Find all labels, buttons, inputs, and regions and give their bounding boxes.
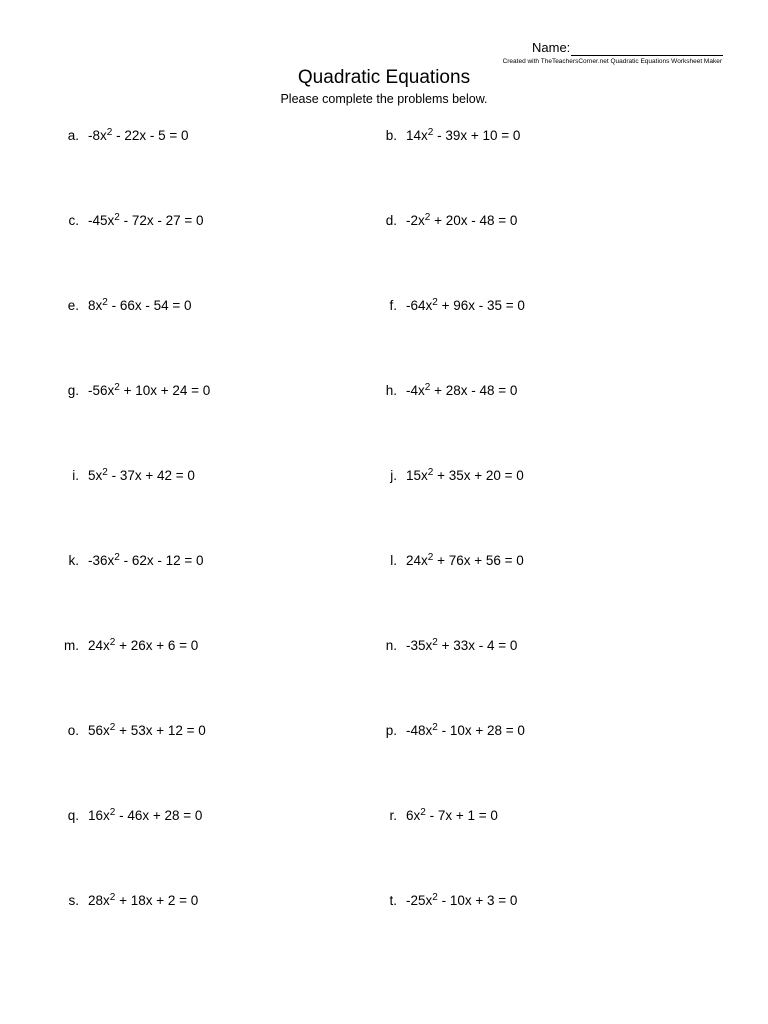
equation-leading-term: -2x	[406, 213, 425, 228]
equation-remainder: + 33x - 4 = 0	[437, 638, 518, 653]
problem-equation	[406, 893, 517, 908]
equation-exponent: 2	[427, 127, 434, 138]
problem-label: g.	[67, 383, 79, 398]
problem-equation	[406, 638, 517, 653]
name-blank-line	[571, 42, 723, 56]
equation-remainder: - 7x + 1 = 0	[425, 808, 498, 823]
problem-item	[67, 807, 203, 825]
equation-leading-term: 24x	[406, 553, 428, 568]
problem-label: n.	[385, 638, 397, 653]
equation-leading-term: -48x	[406, 723, 433, 738]
equation-exponent: 2	[109, 807, 116, 818]
problem-label: a.	[67, 128, 79, 143]
equation-exponent: 2	[114, 552, 120, 563]
equation-exponent: 2	[109, 892, 116, 903]
equation-exponent: 2	[424, 212, 431, 223]
problem-item	[385, 637, 518, 655]
equation-leading-term: -64x	[406, 298, 433, 313]
problem-item	[67, 127, 189, 145]
problem-label: h.	[385, 383, 397, 398]
equation-exponent: 2	[427, 552, 434, 563]
equation-exponent: 2	[114, 212, 120, 223]
equation-leading-term: -45x	[88, 213, 115, 228]
problem-equation	[88, 723, 206, 738]
problem-label: d.	[385, 213, 397, 228]
problem-item	[67, 722, 206, 740]
name-field	[532, 40, 723, 56]
problem-equation	[406, 723, 525, 738]
equation-exponent: 2	[106, 127, 113, 138]
problem-item	[385, 722, 525, 740]
problem-item	[385, 127, 521, 145]
name-label: Name:	[532, 40, 571, 55]
equation-remainder: - 10x + 3 = 0	[437, 893, 518, 908]
equation-exponent: 2	[432, 637, 438, 648]
problem-item	[389, 807, 498, 825]
problem-equation	[88, 213, 204, 228]
problem-item	[68, 892, 199, 910]
equation-leading-term: 14x	[406, 128, 428, 143]
problem-equation	[88, 468, 195, 483]
problem-item	[64, 637, 199, 655]
equation-remainder: + 35x + 20 = 0	[433, 468, 524, 483]
equation-exponent: 2	[427, 467, 434, 478]
problem-item	[390, 467, 524, 485]
equation-leading-term: 28x	[88, 893, 110, 908]
problem-label: r.	[389, 808, 397, 823]
equation-leading-term: 24x	[88, 638, 110, 653]
problem-equation	[88, 638, 198, 653]
equation-leading-term: 56x	[88, 723, 110, 738]
equation-leading-term: -36x	[88, 553, 115, 568]
equation-remainder: - 46x + 28 = 0	[115, 808, 203, 823]
equation-leading-term: 5x	[88, 468, 103, 483]
problem-label: l.	[390, 553, 397, 568]
equation-exponent: 2	[432, 892, 438, 903]
problem-label: q.	[67, 808, 79, 823]
worksheet-instructions: Please complete the problems below.	[280, 92, 488, 106]
equation-leading-term: -35x	[406, 638, 433, 653]
problem-label: k.	[68, 553, 79, 568]
equation-leading-term: -4x	[406, 383, 425, 398]
equation-remainder: + 18x + 2 = 0	[115, 893, 199, 908]
equation-leading-term: -8x	[88, 128, 107, 143]
equation-remainder: - 72x - 27 = 0	[119, 213, 204, 228]
equation-remainder: - 66x - 54 = 0	[107, 298, 192, 313]
equation-remainder: - 37x + 42 = 0	[107, 468, 195, 483]
worksheet-title: Quadratic Equations	[297, 67, 471, 88]
problem-label: s.	[68, 893, 79, 908]
problem-equation	[406, 213, 517, 228]
problem-label: j.	[390, 468, 397, 483]
problem-item	[72, 467, 195, 485]
equation-leading-term: -56x	[88, 383, 115, 398]
problem-equation	[406, 808, 498, 823]
problem-item	[389, 297, 525, 315]
problem-label: b.	[385, 128, 397, 143]
problem-equation	[88, 808, 202, 823]
equation-exponent: 2	[420, 807, 426, 818]
equation-exponent: 2	[102, 297, 108, 308]
equation-leading-term: 6x	[406, 808, 421, 823]
problem-equation	[88, 128, 189, 143]
equation-remainder: + 28x - 48 = 0	[430, 383, 518, 398]
equation-remainder: + 96x - 35 = 0	[437, 298, 525, 313]
problem-equation	[406, 468, 524, 483]
equation-leading-term: 16x	[88, 808, 110, 823]
problem-equation	[88, 893, 198, 908]
equation-exponent: 2	[114, 382, 120, 393]
equation-exponent: 2	[424, 382, 431, 393]
problem-label: p.	[385, 723, 397, 738]
problem-label: c.	[68, 213, 79, 228]
problem-label: o.	[67, 723, 79, 738]
problem-equation	[88, 298, 192, 313]
problem-label: i.	[72, 468, 79, 483]
problem-item	[385, 212, 518, 230]
problem-equation	[406, 128, 520, 143]
problem-item	[68, 212, 204, 230]
problem-label: t.	[389, 893, 397, 908]
equation-remainder: - 22x - 5 = 0	[112, 128, 189, 143]
equation-remainder: - 10x + 28 = 0	[437, 723, 525, 738]
problem-equation	[406, 298, 525, 313]
equation-leading-term: 8x	[88, 298, 103, 313]
equation-exponent: 2	[109, 637, 116, 648]
equation-remainder: - 39x + 10 = 0	[433, 128, 521, 143]
problem-item	[68, 552, 204, 570]
equation-leading-term: 15x	[406, 468, 428, 483]
equation-leading-term: -25x	[406, 893, 433, 908]
problem-label: e.	[67, 298, 79, 313]
problem-label: m.	[64, 638, 79, 653]
equation-exponent: 2	[102, 467, 108, 478]
credit-line: Created with TheTeachersCorner.net Quadratic Equations Worksheet Maker	[502, 58, 722, 65]
problem-item	[67, 382, 211, 400]
equation-remainder: + 76x + 56 = 0	[433, 553, 524, 568]
problem-equation	[88, 383, 210, 398]
equation-remainder: - 62x - 12 = 0	[119, 553, 204, 568]
equation-exponent: 2	[432, 722, 438, 733]
problem-item	[389, 892, 518, 910]
equation-exponent: 2	[432, 297, 438, 308]
problem-item	[385, 382, 518, 400]
equation-remainder: + 26x + 6 = 0	[115, 638, 199, 653]
problem-item	[67, 297, 192, 315]
problem-label: f.	[389, 298, 397, 313]
equation-remainder: + 10x + 24 = 0	[119, 383, 211, 398]
problem-item	[390, 552, 524, 570]
equation-exponent: 2	[109, 722, 116, 733]
problem-equation	[88, 553, 204, 568]
equation-remainder: + 20x - 48 = 0	[430, 213, 518, 228]
problem-equation	[406, 383, 517, 398]
problem-equation	[406, 553, 524, 568]
equation-remainder: + 53x + 12 = 0	[115, 723, 206, 738]
